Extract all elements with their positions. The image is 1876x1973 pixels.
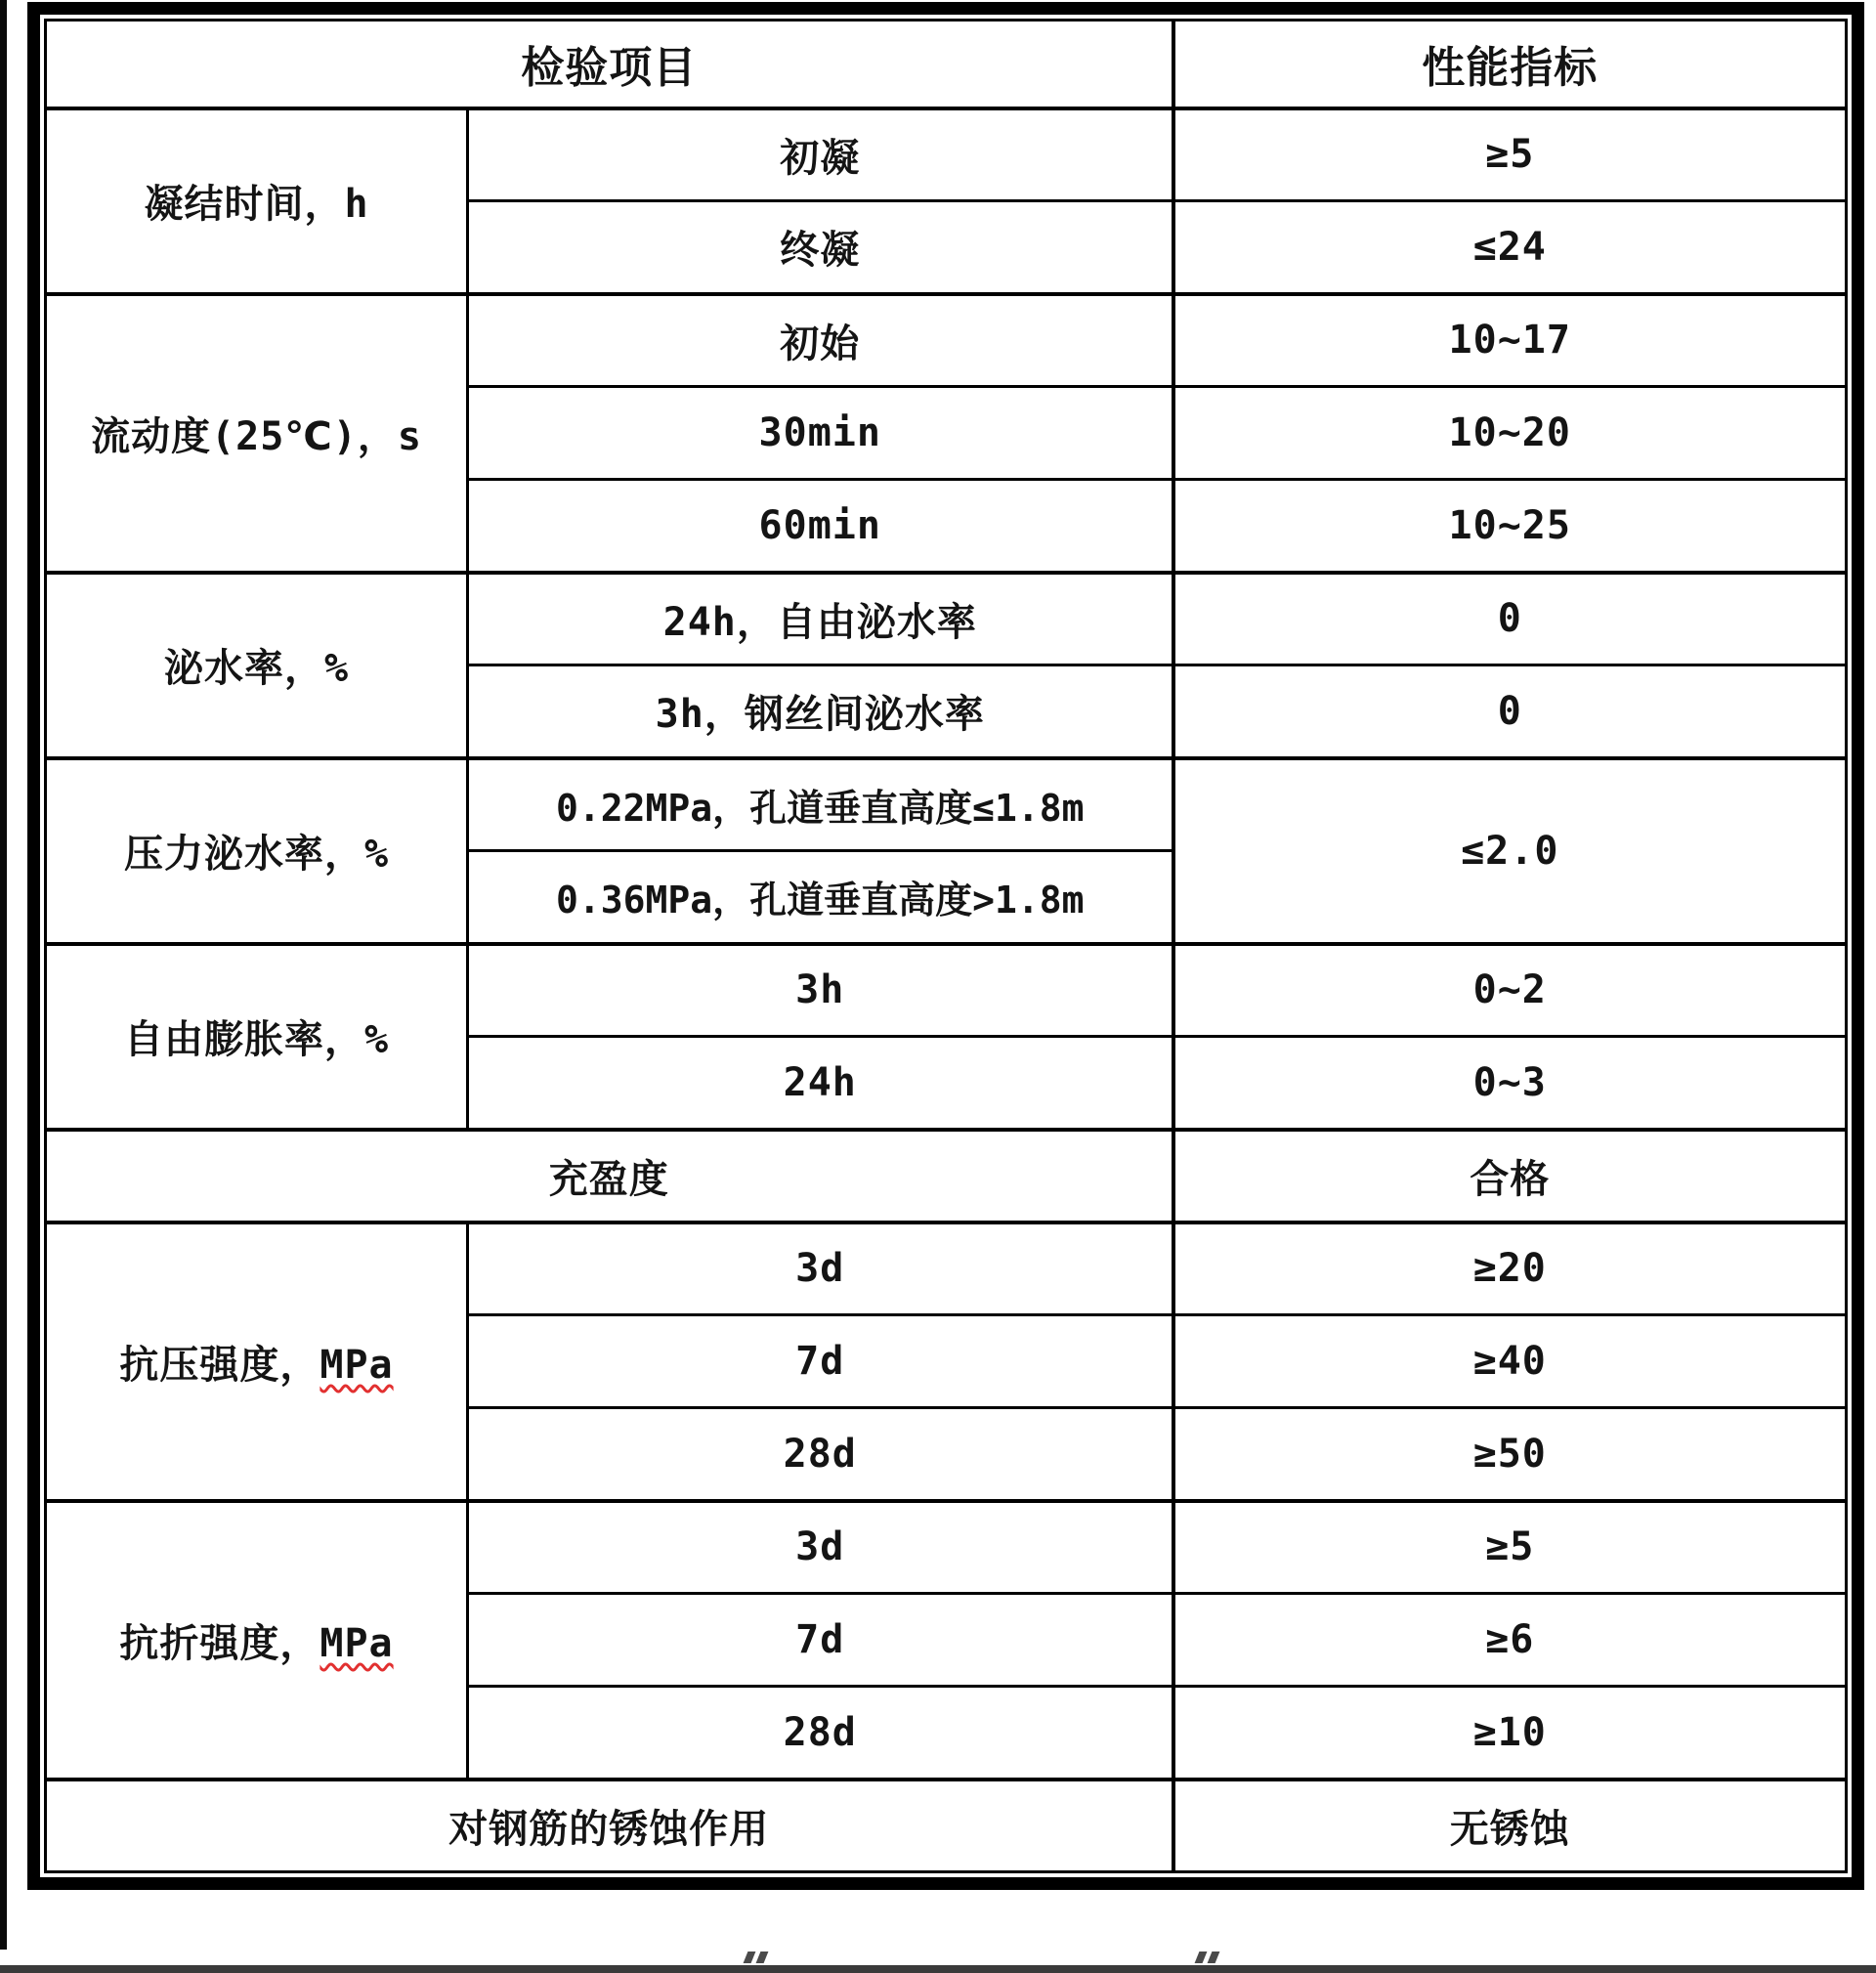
cell-bleeding-24h-free: 24h，自由泌水率 <box>468 573 1173 665</box>
table-row <box>46 1222 1847 1315</box>
cell-fluidity-initial: 初始 <box>468 294 1173 387</box>
cell-bleeding-3h-wire: 3h，钢丝间泌水率 <box>468 665 1173 758</box>
table-row <box>46 1501 1847 1594</box>
row-label-fluidity: 流动度(25℃)，s <box>46 294 468 573</box>
table-row <box>46 294 1847 387</box>
row-label-setting-time: 凝结时间，h <box>46 108 468 294</box>
value-expansion-24h: 0~3 <box>1173 1037 1847 1130</box>
cell-flexural-3d: 3d <box>468 1501 1173 1594</box>
table-row <box>46 758 1847 851</box>
row-label-pressure-bleeding-rate: 压力泌水率，% <box>46 758 468 944</box>
table-header-row <box>46 21 1847 108</box>
artifact-mark <box>744 1952 756 1963</box>
compressive-strength-label-text: 抗压强度， <box>119 1342 320 1388</box>
value-initial-setting: ≥5 <box>1173 108 1847 201</box>
value-fluidity-60min: 10~25 <box>1173 480 1847 573</box>
value-bleeding-3h-wire: 0 <box>1173 665 1847 758</box>
cell-expansion-24h: 24h <box>468 1037 1173 1130</box>
flexural-strength-label-text: 抗折强度， <box>119 1620 320 1666</box>
value-expansion-3h: 0~2 <box>1173 944 1847 1037</box>
value-flexural-7d: ≥6 <box>1173 1594 1847 1687</box>
spec-table <box>44 19 1848 1873</box>
value-fluidity-initial: 10~17 <box>1173 294 1847 387</box>
table-row <box>46 944 1847 1037</box>
value-flexural-3d: ≥5 <box>1173 1501 1847 1594</box>
cell-fluidity-60min: 60min <box>468 480 1173 573</box>
row-label-compressive-strength <box>46 1222 468 1501</box>
row-label-rebar-corrosion: 对钢筋的锈蚀作用 <box>46 1780 1173 1872</box>
bottom-edge-strip <box>0 1965 1876 1973</box>
cell-pressure-022mpa: 0.22MPa，孔道垂直高度≤1.8m <box>468 758 1173 851</box>
header-inspection-items: 检验项目 <box>46 21 1173 108</box>
cell-pressure-036mpa: 0.36MPa，孔道垂直高度>1.8m <box>468 851 1173 944</box>
table-row <box>46 1130 1847 1222</box>
value-pressure-bleeding: ≤2.0 <box>1173 758 1847 944</box>
row-label-bleeding-rate: 泌水率，% <box>46 573 468 758</box>
cell-compressive-28d: 28d <box>468 1408 1173 1501</box>
value-final-setting: ≤24 <box>1173 201 1847 294</box>
value-bleeding-24h-free: 0 <box>1173 573 1847 665</box>
header-performance-index: 性能指标 <box>1173 21 1847 108</box>
cell-fluidity-30min: 30min <box>468 387 1173 480</box>
compressive-strength-unit: MPa <box>320 1342 394 1388</box>
table-row <box>46 573 1847 665</box>
cell-compressive-3d: 3d <box>468 1222 1173 1315</box>
cell-flexural-7d: 7d <box>468 1594 1173 1687</box>
value-flexural-28d: ≥10 <box>1173 1687 1847 1780</box>
cell-final-setting: 终凝 <box>468 201 1173 294</box>
row-label-free-expansion-rate: 自由膨胀率，% <box>46 944 468 1130</box>
row-label-flexural-strength <box>46 1501 468 1780</box>
value-rebar-corrosion: 无锈蚀 <box>1173 1780 1847 1872</box>
value-compressive-7d: ≥40 <box>1173 1315 1847 1408</box>
row-label-fullness: 充盈度 <box>46 1130 1173 1222</box>
spec-table-frame <box>27 2 1864 1890</box>
cell-compressive-7d: 7d <box>468 1315 1173 1408</box>
cell-expansion-3h: 3h <box>468 944 1173 1037</box>
cell-flexural-28d: 28d <box>468 1687 1173 1780</box>
page-left-border <box>0 0 7 1950</box>
value-fullness: 合格 <box>1173 1130 1847 1222</box>
value-fluidity-30min: 10~20 <box>1173 387 1847 480</box>
artifact-mark <box>1195 1952 1208 1963</box>
flexural-strength-unit: MPa <box>320 1620 394 1666</box>
table-row <box>46 108 1847 201</box>
value-compressive-3d: ≥20 <box>1173 1222 1847 1315</box>
cell-initial-setting: 初凝 <box>468 108 1173 201</box>
table-row <box>46 1780 1847 1872</box>
value-compressive-28d: ≥50 <box>1173 1408 1847 1501</box>
